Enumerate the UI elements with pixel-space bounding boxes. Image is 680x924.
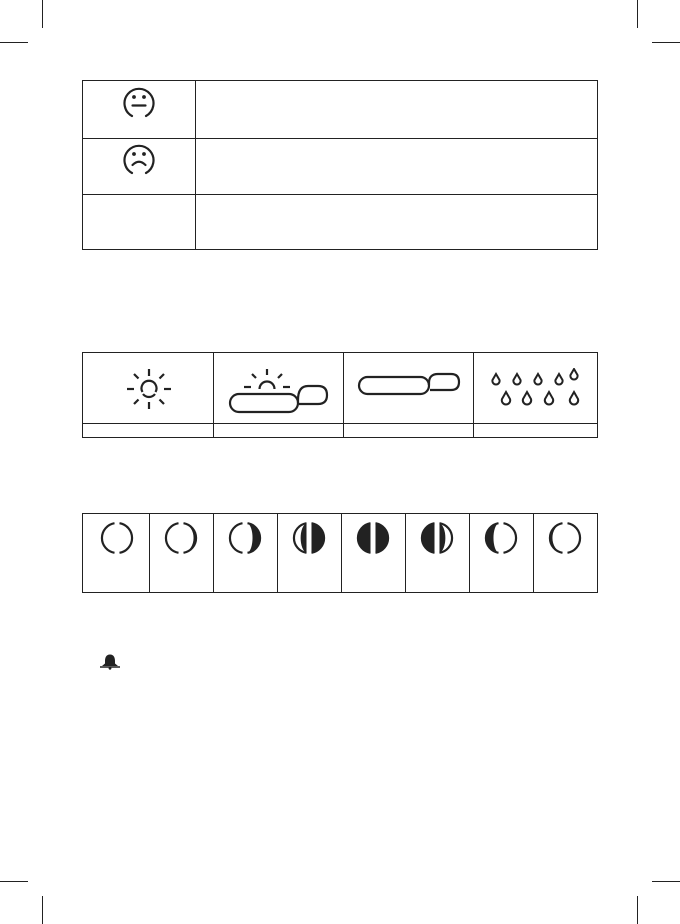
full-moon-icon [355, 520, 391, 556]
partly-cloudy-icon [226, 367, 330, 415]
column-divider [213, 353, 214, 437]
crop-mark-bottom-right-v [637, 896, 638, 924]
sad-face-icon [122, 141, 156, 177]
first-quarter-icon [227, 520, 263, 556]
bell-icon [99, 653, 121, 670]
sunny-icon [125, 367, 173, 411]
waning-crescent-icon [547, 520, 583, 556]
waxing-crescent-icon [163, 520, 199, 556]
waxing-gibbous-icon [291, 520, 327, 556]
crop-mark-bottom-left-h [0, 881, 28, 882]
new-moon-icon [99, 520, 135, 556]
column-divider [533, 514, 534, 592]
moon-phase-table [82, 513, 598, 593]
crop-mark-top-right-h [652, 42, 680, 43]
column-divider [195, 81, 196, 249]
column-divider [149, 514, 150, 592]
comfort-row-neutral [83, 81, 195, 138]
weather-table [82, 352, 598, 438]
column-divider [341, 514, 342, 592]
column-divider [473, 353, 474, 437]
column-divider [469, 514, 470, 592]
crop-mark-bottom-left-v [42, 896, 43, 924]
last-quarter-icon [483, 520, 519, 556]
crop-mark-top-left-h [0, 42, 28, 43]
waning-gibbous-icon [419, 520, 455, 556]
comfort-table [82, 80, 598, 250]
neutral-face-icon [122, 84, 156, 120]
column-divider [405, 514, 406, 592]
rainy-icon [488, 368, 584, 410]
column-divider [213, 514, 214, 592]
column-divider [277, 514, 278, 592]
crop-mark-top-left-v [42, 0, 43, 28]
crop-mark-bottom-right-h [652, 881, 680, 882]
crop-mark-top-right-v [637, 0, 638, 28]
row-divider [83, 194, 597, 195]
cloudy-icon [356, 371, 462, 397]
comfort-row-sad [83, 138, 195, 194]
row-divider [83, 423, 597, 424]
column-divider [343, 353, 344, 437]
